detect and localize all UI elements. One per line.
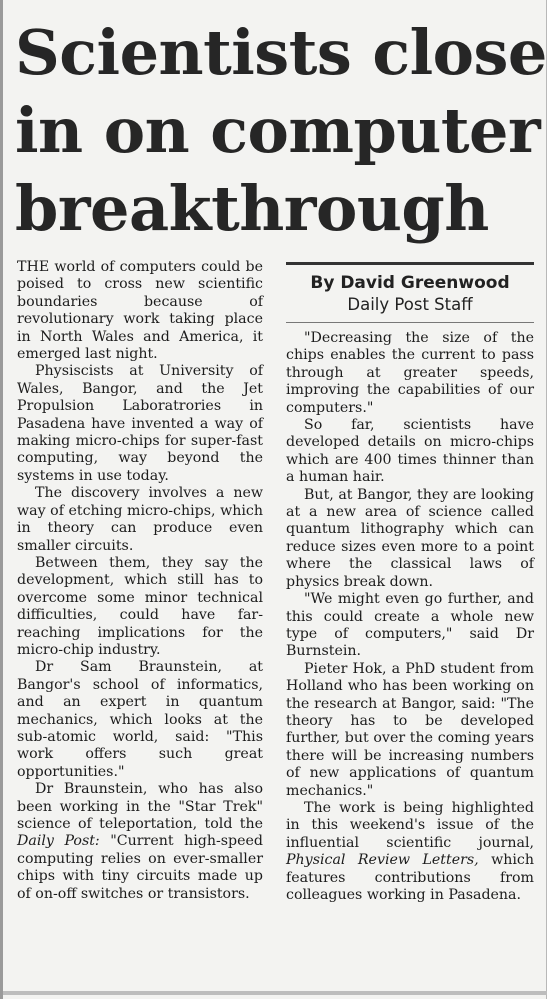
headline-line-3: breakthrough: [15, 172, 489, 245]
paragraph: Between them, they say the development, which still has to overcome some minor technical difficulties, could have far-reaching implications for the micro-chip industry.: [17, 554, 263, 658]
paragraph: "Decreasing the size of the chips enables the current to pass through at greater speeds, improving the capabilities of our computers.": [286, 330, 534, 416]
headline: [15, 14, 545, 248]
paragraph: Dr Sam Braunstein, at Bangor's school of informatics, and an expert in quantum mechanics, which looks at the sub-atomic world, said: "This work offers such great opportunities.": [17, 659, 263, 780]
paragraph: [286, 800, 534, 904]
paragraph: Pieter Hok, a PhD student from Holland who has been working on the research at Bangor, said: "The theory has to be developed further, but over the coming years there will be increasing numbers of new applications of quantum mechanics.": [286, 660, 534, 799]
paragraph-text: "Current high-speed computing relies on ever-smaller chips with tiny circuits made up of on-off switches or transistors.: [17, 833, 263, 902]
paragraph: THE world of computers could be poised to cross new scientific boundaries because of revolutionary work taking place in North Wales and America, it emerged last night.: [17, 259, 263, 363]
paragraph-text: The work is being highlighted in this weekend's issue of the influential scientific journal,: [286, 799, 534, 851]
byline-author: By David Greenwood: [310, 273, 510, 293]
paragraph: But, at Bangor, they are looking at a new area of science called quantum lithography which can reduce sizes even more to a point where the classical laws of physics break down.: [286, 486, 534, 590]
headline-line-1: Scientists close: [15, 16, 547, 89]
paragraph: Physiscists at University of Wales, Bangor, and the Jet Propulsion Laboratrories in Pasadena have invented a way of making micro-chips for super-fast computing, way beyond the systems in use today.: [17, 363, 263, 484]
byline: [286, 262, 534, 323]
bottom-rule: [3, 991, 547, 995]
article-column-left: [17, 259, 263, 903]
paragraph-text: which features contributions from colleagues working in Pasadena.: [286, 852, 534, 903]
byline-role: Daily Post Staff: [347, 295, 473, 314]
paragraph: "We might even go further, and this could create a whole new type of computers," said Dr Burnstein.: [286, 591, 534, 660]
headline-line-2: in on computer: [15, 94, 541, 167]
publication-name: Daily Post:: [17, 833, 100, 850]
paragraph: [17, 781, 263, 903]
article-column-right: [286, 330, 534, 904]
journal-name: Physical Review Letters,: [286, 852, 479, 869]
paragraph: So far, scientists have developed details on micro-chips which are 400 times thinner than a human hair.: [286, 417, 534, 486]
paragraph-text: Dr Braunstein, who has also been working in the "Star Trek" science of teleportation, told the: [17, 781, 263, 832]
byline-divider: [286, 322, 534, 323]
paragraph: The discovery involves a new way of etching micro-chips, which in theory can produce even smaller circuits.: [17, 485, 263, 554]
